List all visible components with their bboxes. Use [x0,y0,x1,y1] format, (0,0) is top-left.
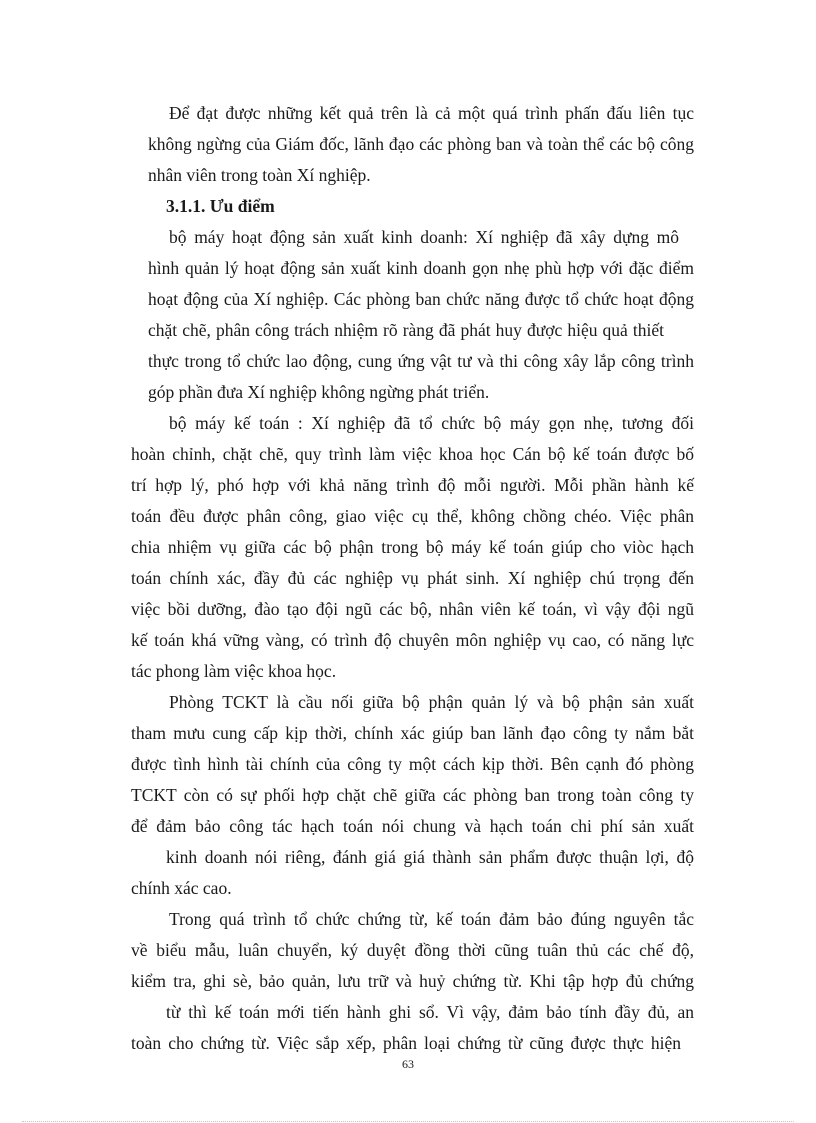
text-line: toàn cho chứng từ. Việc sắp xếp, phân loại chứng từ cũng được thực hiện [131,1033,681,1053]
text-line: việc bồi dưỡng, đào tạo đội ngũ các bộ, nhân viên kế toán, vì vậy đội ngũ [131,599,694,619]
text-line: bộ máy hoạt động sản xuất kinh doanh: Xí nghiệp đã xây dựng mô [169,227,679,247]
text-line: từ thì kế toán mới tiến hành ghi sổ. Vì vậy, đảm bảo tính đầy đủ, an [166,1002,694,1022]
text-line: tham mưu cung cấp kịp thời, chính xác giúp ban lãnh đạo công ty nắm bắt [131,723,694,743]
text-line: không ngừng của Giám đốc, lãnh đạo các phòng ban và toàn thể các bộ công [148,134,694,154]
text-line: bộ máy kế toán : Xí nghiệp đã tổ chức bộ máy gọn nhẹ, tương đối [169,413,694,433]
text-line: về biểu mẫu, luân chuyển, ký duyệt đồng thời cũng tuân thủ các chế độ, [131,940,694,960]
text-line: thực trong tổ chức lao động, cung ứng vật tư và thi công xây lắp công trình [148,351,694,371]
page-bottom-divider [22,1121,794,1122]
text-line: Để đạt được những kết quả trên là cả một quá trình phấn đấu liên tục [169,103,694,123]
text-line: Phòng TCKT là cầu nối giữa bộ phận quản lý và bộ phận sản xuất [169,692,694,712]
text-line: nhân viên trong toàn Xí nghiệp. [148,165,371,185]
text-line: TCKT còn có sự phối hợp chặt chẽ giữa các phòng ban trong toàn công ty [131,785,694,805]
text-line: chính xác cao. [131,878,232,898]
text-line: toán chính xác, đầy đủ các nghiệp vụ phát sinh. Xí nghiệp chú trọng đến [131,568,694,588]
text-line: kinh doanh nói riêng, đánh giá giá thành sản phẩm được thuận lợi, độ [166,847,694,867]
text-line: chặt chẽ, phân công trách nhiệm rõ ràng đã phát huy được hiệu quả thiết [148,320,664,340]
section-heading: 3.1.1. Ưu điểm [166,196,275,216]
text-line: kiểm tra, ghi sè, bảo quản, lưu trữ và huỷ chứng từ. Khi tập hợp đủ chứng [131,971,694,991]
text-line: toán đều được phân công, giao việc cụ thể, không chồng chéo. Việc phân [131,506,694,526]
text-line: Trong quá trình tổ chức chứng từ, kế toán đảm bảo đúng nguyên tắc [169,909,694,929]
text-line: chia nhiệm vụ giữa các bộ phận trong bộ máy kế toán giúp cho viòc hạch [131,537,694,557]
text-line: hình quản lý hoạt động sản xuất kinh doanh gọn nhẹ phù hợp với đặc điểm [148,258,694,278]
page-number: 63 [402,1057,414,1071]
text-line: kế toán khá vững vàng, có trình độ chuyên môn nghiệp vụ cao, có năng lực [131,630,694,650]
text-line: hoạt động của Xí nghiệp. Các phòng ban chức năng được tổ chức hoạt động [148,289,694,309]
text-line: góp phần đưa Xí nghiệp không ngừng phát triển. [148,382,490,402]
text-line: để đảm bảo công tác hạch toán nói chung và hạch toán chi phí sản xuất [131,816,694,836]
text-line: được tình hình tài chính của công ty một cách kịp thời. Bên cạnh đó phòng [131,754,694,774]
text-line: hoàn chỉnh, chặt chẽ, quy trình làm việc khoa học Cán bộ kế toán được bố [131,444,694,464]
text-line: trí hợp lý, phó hợp với khả năng trình độ mỗi người. Mỗi phần hành kế [131,475,694,495]
text-line: tác phong làm việc khoa học. [131,661,337,681]
